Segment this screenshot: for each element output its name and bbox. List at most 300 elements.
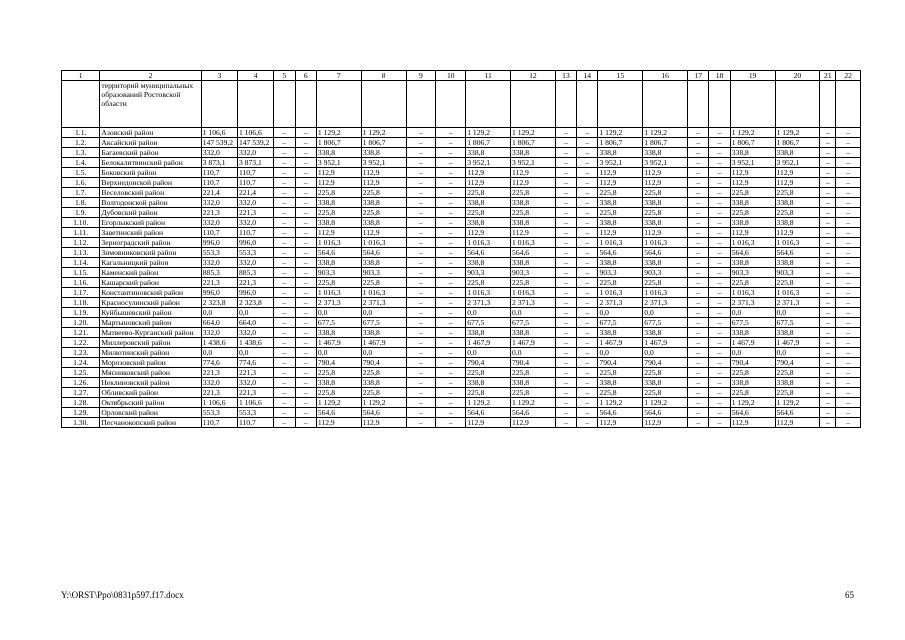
- value-cell: 338,8: [511, 258, 556, 268]
- dash-cell: –: [436, 258, 466, 268]
- value-cell: 112,9: [361, 178, 406, 188]
- dash-cell: –: [295, 418, 316, 428]
- value-cell: 1 016,3: [316, 238, 361, 248]
- value-cell: 225,8: [598, 208, 643, 218]
- value-cell: 0,0: [598, 308, 643, 318]
- value-cell: 112,9: [511, 418, 556, 428]
- district-name-cell: Мартыновский район: [100, 318, 201, 328]
- value-cell: 1 016,3: [775, 288, 820, 298]
- value-cell: 2 371,3: [775, 298, 820, 308]
- dash-cell: –: [436, 328, 466, 338]
- dash-cell: –: [436, 148, 466, 158]
- dash-cell: –: [688, 298, 709, 308]
- value-cell: 0,0: [361, 308, 406, 318]
- value-cell: 1 467,9: [598, 338, 643, 348]
- dash-cell: –: [436, 418, 466, 428]
- dash-cell: –: [295, 388, 316, 398]
- value-cell: 112,9: [775, 418, 820, 428]
- dash-cell: –: [688, 268, 709, 278]
- district-name-cell: Белокалитвинский район: [100, 158, 201, 168]
- dash-cell: –: [406, 378, 436, 388]
- value-cell: 0,0: [316, 308, 361, 318]
- value-cell: 2 371,3: [316, 298, 361, 308]
- dash-cell: –: [688, 218, 709, 228]
- district-name-cell: Волгодонской район: [100, 198, 201, 208]
- value-cell: 903,3: [511, 268, 556, 278]
- dash-cell: –: [688, 128, 709, 138]
- column-number-cell: 3: [201, 71, 237, 81]
- table-row: [62, 248, 861, 258]
- column-number-cell: 11: [466, 71, 511, 81]
- value-cell: 338,8: [643, 218, 688, 228]
- value-cell: 221,4: [237, 188, 273, 198]
- dash-cell: –: [436, 278, 466, 288]
- value-cell: 338,8: [730, 218, 775, 228]
- dash-cell: –: [577, 328, 598, 338]
- value-cell: 564,6: [511, 248, 556, 258]
- dash-cell: –: [709, 268, 730, 278]
- row-number-cell: 1.28.: [62, 398, 100, 408]
- caption-cell: территорий муниципальных образований Ростовской области: [100, 81, 201, 128]
- empty-cell: [295, 81, 316, 128]
- dash-cell: –: [577, 218, 598, 228]
- value-cell: 112,9: [730, 168, 775, 178]
- dash-cell: –: [295, 378, 316, 388]
- value-cell: 112,9: [466, 168, 511, 178]
- value-cell: 112,9: [511, 228, 556, 238]
- column-number-cell: 13: [555, 71, 576, 81]
- value-cell: 225,8: [511, 208, 556, 218]
- row-number-cell: 1.11.: [62, 228, 100, 238]
- table-row: [62, 348, 861, 358]
- dash-cell: –: [688, 398, 709, 408]
- value-cell: 1 129,2: [511, 128, 556, 138]
- value-cell: 225,8: [643, 368, 688, 378]
- dash-cell: –: [295, 278, 316, 288]
- value-cell: 564,6: [730, 248, 775, 258]
- dash-cell: –: [836, 258, 861, 268]
- dash-cell: –: [820, 138, 836, 148]
- value-cell: 225,8: [466, 388, 511, 398]
- empty-cell: [201, 81, 237, 128]
- value-cell: 564,6: [598, 408, 643, 418]
- district-name-cell: Зимовниковский район: [100, 248, 201, 258]
- value-cell: 338,8: [466, 198, 511, 208]
- dash-cell: –: [406, 228, 436, 238]
- value-cell: 553,3: [201, 248, 237, 258]
- value-cell: 1 016,3: [511, 288, 556, 298]
- value-cell: 3 952,1: [598, 158, 643, 168]
- dash-cell: –: [406, 158, 436, 168]
- dash-cell: –: [709, 188, 730, 198]
- value-cell: 1 016,3: [466, 238, 511, 248]
- value-cell: 225,8: [730, 278, 775, 288]
- value-cell: 225,8: [511, 388, 556, 398]
- dash-cell: –: [436, 308, 466, 318]
- value-cell: 338,8: [361, 378, 406, 388]
- dash-cell: –: [820, 258, 836, 268]
- row-number-cell: 1.24.: [62, 358, 100, 368]
- dash-cell: –: [709, 158, 730, 168]
- dash-cell: –: [555, 208, 576, 218]
- value-cell: 110,7: [237, 178, 273, 188]
- value-cell: 338,8: [730, 198, 775, 208]
- dash-cell: –: [836, 228, 861, 238]
- value-cell: 112,9: [316, 418, 361, 428]
- dash-cell: –: [688, 388, 709, 398]
- dash-cell: –: [836, 328, 861, 338]
- dash-cell: –: [436, 208, 466, 218]
- dash-cell: –: [274, 148, 295, 158]
- table-row: [62, 268, 861, 278]
- column-number-cell: 9: [406, 71, 436, 81]
- dash-cell: –: [406, 198, 436, 208]
- value-cell: 338,8: [466, 218, 511, 228]
- dash-cell: –: [274, 128, 295, 138]
- value-cell: 338,8: [598, 218, 643, 228]
- row-number-cell: 1.20.: [62, 318, 100, 328]
- value-cell: 1 016,3: [466, 288, 511, 298]
- dash-cell: –: [688, 178, 709, 188]
- row-number-cell: 1.27.: [62, 388, 100, 398]
- value-cell: 332,0: [237, 328, 273, 338]
- value-cell: 338,8: [361, 198, 406, 208]
- table-row: [62, 258, 861, 268]
- dash-cell: –: [295, 308, 316, 318]
- dash-cell: –: [688, 318, 709, 328]
- value-cell: 903,3: [775, 268, 820, 278]
- value-cell: 1 467,9: [730, 338, 775, 348]
- dash-cell: –: [274, 268, 295, 278]
- column-number-cell: 8: [361, 71, 406, 81]
- value-cell: 112,9: [730, 178, 775, 188]
- value-cell: 338,8: [316, 148, 361, 158]
- dash-cell: –: [295, 338, 316, 348]
- value-cell: 1 129,2: [598, 128, 643, 138]
- dash-cell: –: [555, 348, 576, 358]
- value-cell: 3 952,1: [466, 158, 511, 168]
- dash-cell: –: [274, 308, 295, 318]
- value-cell: 774,6: [201, 358, 237, 368]
- dash-cell: –: [274, 198, 295, 208]
- value-cell: 996,0: [237, 238, 273, 248]
- value-cell: 2 371,3: [361, 298, 406, 308]
- row-number-cell: 1.22.: [62, 338, 100, 348]
- dash-cell: –: [274, 378, 295, 388]
- document-path: Y:\ORST\Ppo\0831p597.f17.docx: [61, 590, 184, 600]
- dash-cell: –: [577, 268, 598, 278]
- value-cell: 338,8: [643, 378, 688, 388]
- dash-cell: –: [709, 318, 730, 328]
- dash-cell: –: [577, 128, 598, 138]
- value-cell: 221,3: [237, 388, 273, 398]
- value-cell: 112,9: [316, 168, 361, 178]
- value-cell: 332,0: [201, 258, 237, 268]
- dash-cell: –: [836, 358, 861, 368]
- dash-cell: –: [820, 388, 836, 398]
- table-row: [62, 198, 861, 208]
- dash-cell: –: [555, 188, 576, 198]
- dash-cell: –: [820, 218, 836, 228]
- dash-cell: –: [577, 408, 598, 418]
- row-number-cell: 1.3.: [62, 148, 100, 158]
- dash-cell: –: [295, 138, 316, 148]
- empty-cell: [237, 81, 273, 128]
- dash-cell: –: [836, 388, 861, 398]
- value-cell: 1 016,3: [643, 288, 688, 298]
- dash-cell: –: [295, 168, 316, 178]
- dash-cell: –: [577, 168, 598, 178]
- dash-cell: –: [436, 318, 466, 328]
- dash-cell: –: [406, 348, 436, 358]
- value-cell: 225,8: [775, 278, 820, 288]
- value-cell: 225,8: [316, 208, 361, 218]
- value-cell: 564,6: [643, 408, 688, 418]
- dash-cell: –: [688, 228, 709, 238]
- value-cell: 338,8: [598, 328, 643, 338]
- dash-cell: –: [688, 328, 709, 338]
- dash-cell: –: [406, 328, 436, 338]
- table-row: [62, 308, 861, 318]
- value-cell: 564,6: [775, 408, 820, 418]
- value-cell: 338,8: [466, 328, 511, 338]
- dash-cell: –: [820, 298, 836, 308]
- value-cell: 225,8: [466, 188, 511, 198]
- value-cell: 0,0: [316, 348, 361, 358]
- value-cell: 338,8: [361, 258, 406, 268]
- value-cell: 1 129,2: [598, 398, 643, 408]
- dash-cell: –: [274, 408, 295, 418]
- dash-cell: –: [709, 378, 730, 388]
- value-cell: 225,8: [361, 388, 406, 398]
- empty-cell: [820, 81, 836, 128]
- dash-cell: –: [555, 288, 576, 298]
- dash-cell: –: [274, 318, 295, 328]
- district-name-cell: Обливский район: [100, 388, 201, 398]
- row-number-cell: 1.12.: [62, 238, 100, 248]
- value-cell: 996,0: [201, 238, 237, 248]
- value-cell: 338,8: [775, 328, 820, 338]
- dash-cell: –: [406, 278, 436, 288]
- district-name-cell: Песчанокопский район: [100, 418, 201, 428]
- dash-cell: –: [577, 348, 598, 358]
- dash-cell: –: [688, 408, 709, 418]
- district-name-cell: Аксайский район: [100, 138, 201, 148]
- column-number-cell: 6: [295, 71, 316, 81]
- table-row: [62, 208, 861, 218]
- dash-cell: –: [555, 238, 576, 248]
- dash-cell: –: [709, 168, 730, 178]
- dash-cell: –: [274, 208, 295, 218]
- dash-cell: –: [295, 358, 316, 368]
- value-cell: 332,0: [237, 258, 273, 268]
- dash-cell: –: [688, 198, 709, 208]
- value-cell: 225,8: [361, 208, 406, 218]
- value-cell: 564,6: [361, 408, 406, 418]
- dash-cell: –: [820, 238, 836, 248]
- value-cell: 1 806,7: [598, 138, 643, 148]
- row-number-cell: 1.1.: [62, 128, 100, 138]
- district-name-cell: Куйбышевский район: [100, 308, 201, 318]
- value-cell: 225,8: [361, 188, 406, 198]
- value-cell: 225,8: [511, 368, 556, 378]
- empty-cell: [577, 81, 598, 128]
- value-cell: 1 106,6: [237, 128, 273, 138]
- dash-cell: –: [688, 418, 709, 428]
- dash-cell: –: [709, 228, 730, 238]
- value-cell: 112,9: [775, 228, 820, 238]
- value-cell: 221,3: [237, 208, 273, 218]
- value-cell: 1 129,2: [643, 398, 688, 408]
- dash-cell: –: [274, 228, 295, 238]
- dash-cell: –: [274, 248, 295, 258]
- value-cell: 0,0: [237, 308, 273, 318]
- dash-cell: –: [709, 258, 730, 268]
- dash-cell: –: [688, 348, 709, 358]
- dash-cell: –: [577, 318, 598, 328]
- row-number-cell: 1.16.: [62, 278, 100, 288]
- dash-cell: –: [555, 418, 576, 428]
- value-cell: 677,5: [643, 318, 688, 328]
- value-cell: 332,0: [237, 198, 273, 208]
- value-cell: 338,8: [316, 218, 361, 228]
- dash-cell: –: [820, 248, 836, 258]
- table-row: [62, 358, 861, 368]
- row-number-cell: 1.8.: [62, 198, 100, 208]
- empty-cell: [688, 81, 709, 128]
- value-cell: 0,0: [730, 348, 775, 358]
- dash-cell: –: [555, 178, 576, 188]
- value-cell: 0,0: [201, 308, 237, 318]
- dash-cell: –: [577, 208, 598, 218]
- value-cell: 221,3: [201, 388, 237, 398]
- dash-cell: –: [577, 248, 598, 258]
- dash-cell: –: [577, 298, 598, 308]
- value-cell: 225,8: [643, 388, 688, 398]
- value-cell: 332,0: [201, 198, 237, 208]
- dash-cell: –: [274, 298, 295, 308]
- value-cell: 790,4: [598, 358, 643, 368]
- dash-cell: –: [577, 278, 598, 288]
- dash-cell: –: [709, 198, 730, 208]
- value-cell: 1 806,7: [775, 138, 820, 148]
- dash-cell: –: [688, 168, 709, 178]
- dash-cell: –: [295, 128, 316, 138]
- dash-cell: –: [555, 408, 576, 418]
- value-cell: 1 467,9: [511, 338, 556, 348]
- value-cell: 790,4: [511, 358, 556, 368]
- dash-cell: –: [295, 188, 316, 198]
- dash-cell: –: [820, 358, 836, 368]
- value-cell: 225,8: [466, 208, 511, 218]
- value-cell: 790,4: [466, 358, 511, 368]
- value-cell: 110,7: [201, 418, 237, 428]
- row-number-cell: 1.26.: [62, 378, 100, 388]
- dash-cell: –: [709, 368, 730, 378]
- value-cell: 1 806,7: [361, 138, 406, 148]
- value-cell: 564,6: [361, 248, 406, 258]
- value-cell: 338,8: [643, 198, 688, 208]
- page-number: 65: [845, 590, 854, 600]
- dash-cell: –: [555, 168, 576, 178]
- value-cell: 338,8: [511, 328, 556, 338]
- value-cell: 1 806,7: [466, 138, 511, 148]
- value-cell: 112,9: [598, 168, 643, 178]
- value-cell: 338,8: [361, 218, 406, 228]
- value-cell: 110,7: [237, 228, 273, 238]
- value-cell: 1 129,2: [466, 128, 511, 138]
- dash-cell: –: [820, 228, 836, 238]
- value-cell: 1 467,9: [361, 338, 406, 348]
- dash-cell: –: [274, 178, 295, 188]
- value-cell: 225,8: [316, 278, 361, 288]
- district-name-cell: Матвеево-Курганский район: [100, 328, 201, 338]
- table-row: [62, 318, 861, 328]
- dash-cell: –: [836, 408, 861, 418]
- dash-cell: –: [577, 388, 598, 398]
- dash-cell: –: [836, 378, 861, 388]
- row-number-cell: 1.4.: [62, 158, 100, 168]
- dash-cell: –: [555, 358, 576, 368]
- value-cell: 1 016,3: [598, 288, 643, 298]
- dash-cell: –: [820, 408, 836, 418]
- value-cell: 885,3: [237, 268, 273, 278]
- value-cell: 1 467,9: [775, 338, 820, 348]
- dash-cell: –: [577, 178, 598, 188]
- dash-cell: –: [820, 378, 836, 388]
- table-row: [62, 388, 861, 398]
- dash-cell: –: [836, 188, 861, 198]
- value-cell: 3 873,1: [237, 158, 273, 168]
- table-row: [62, 418, 861, 428]
- value-cell: 677,5: [730, 318, 775, 328]
- value-cell: 225,8: [643, 208, 688, 218]
- value-cell: 564,6: [466, 248, 511, 258]
- value-cell: 3 952,1: [730, 158, 775, 168]
- value-cell: 112,9: [466, 418, 511, 428]
- dash-cell: –: [820, 318, 836, 328]
- dash-cell: –: [406, 248, 436, 258]
- dash-cell: –: [836, 208, 861, 218]
- dash-cell: –: [709, 358, 730, 368]
- value-cell: 1 016,3: [316, 288, 361, 298]
- dash-cell: –: [436, 268, 466, 278]
- dash-cell: –: [577, 158, 598, 168]
- column-number-cell: 2: [100, 71, 201, 81]
- dash-cell: –: [295, 208, 316, 218]
- value-cell: 225,8: [316, 188, 361, 198]
- table-row: [62, 158, 861, 168]
- dash-cell: –: [295, 298, 316, 308]
- column-number-cell: 12: [511, 71, 556, 81]
- dash-cell: –: [436, 338, 466, 348]
- dash-cell: –: [836, 268, 861, 278]
- dash-cell: –: [836, 248, 861, 258]
- value-cell: 2 371,3: [511, 298, 556, 308]
- district-name-cell: Мясниковский район: [100, 368, 201, 378]
- value-cell: 1 016,3: [643, 238, 688, 248]
- value-cell: 225,8: [775, 368, 820, 378]
- dash-cell: –: [406, 408, 436, 418]
- value-cell: 112,9: [466, 228, 511, 238]
- value-cell: 564,6: [730, 408, 775, 418]
- value-cell: 677,5: [598, 318, 643, 328]
- dash-cell: –: [295, 198, 316, 208]
- dash-cell: –: [555, 128, 576, 138]
- value-cell: 1 016,3: [361, 288, 406, 298]
- value-cell: 338,8: [598, 378, 643, 388]
- value-cell: 225,8: [730, 388, 775, 398]
